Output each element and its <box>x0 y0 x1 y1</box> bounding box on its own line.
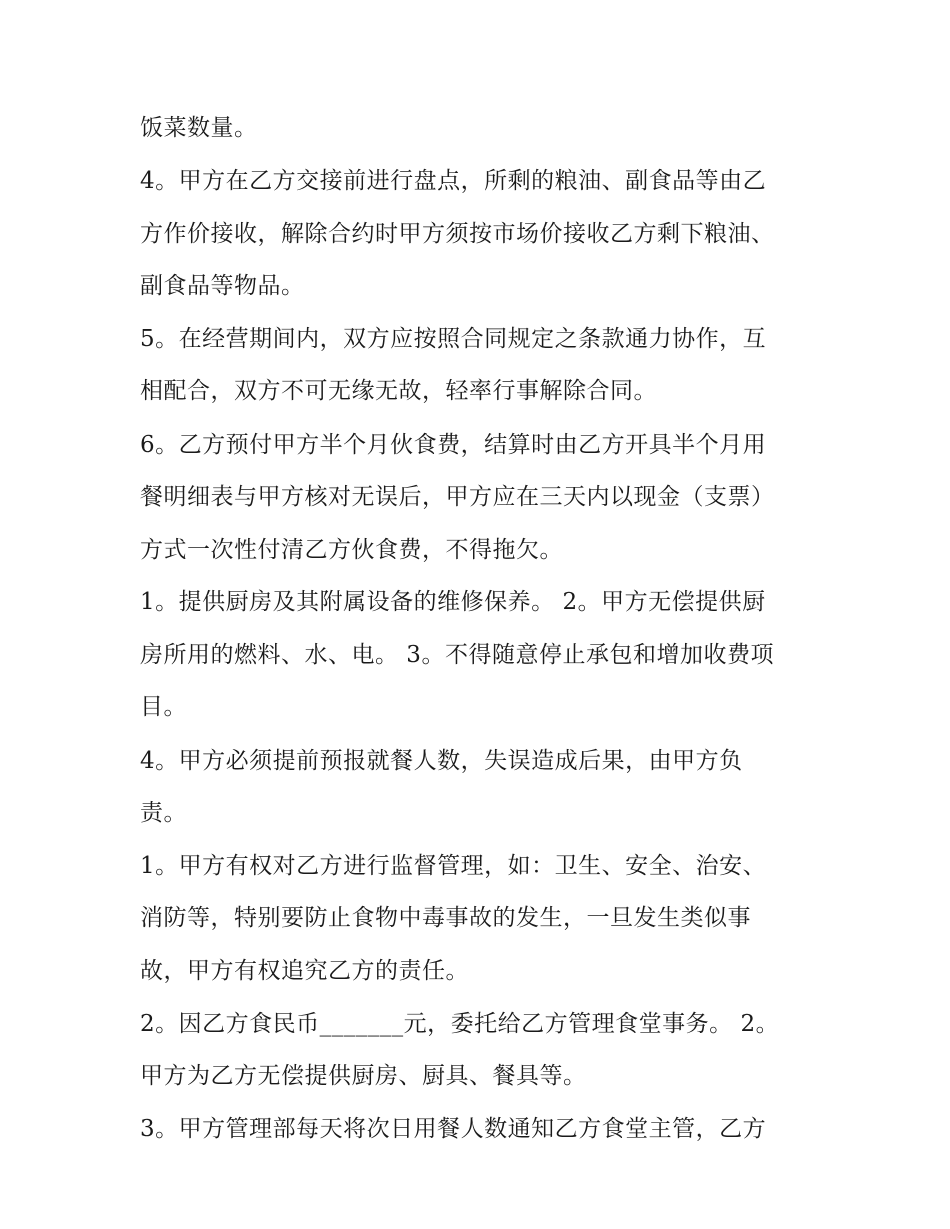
text-line: 责。 <box>140 800 187 826</box>
text-line: 饭菜数量。 <box>140 115 258 141</box>
text-line: 甲方为乙方无偿提供厨房、厨具、餐具等。 <box>140 1063 587 1089</box>
text-line: 故，甲方有权追究乙方的责任。 <box>140 958 469 984</box>
text-line: 方作价接收，解除合约时甲方须按市场价接收乙方剩下粮油、 <box>140 221 775 247</box>
text-line: 1。提供厨房及其附属设备的维修保养。 2。甲方无偿提供厨 <box>140 589 766 615</box>
text-line: 1。甲方有权对乙方进行监督管理，如：卫生、安全、治安、 <box>140 853 767 879</box>
text-line: 目。 <box>140 694 187 720</box>
text-line: 副食品等物品。 <box>140 273 305 299</box>
text-line: 相配合，双方不可无缘无故，轻率行事解除合同。 <box>140 378 657 404</box>
text-line: 4。甲方在乙方交接前进行盘点，所剩的粮油、副食品等由乙 <box>140 168 767 194</box>
text-line: 方式一次性付清乙方伙食费，不得拖欠。 <box>140 537 563 563</box>
text-line: 4。甲方必须提前预报就餐人数，失误造成后果，由甲方负 <box>140 748 743 774</box>
text-line: 2。因乙方食民币_______元，委托给乙方管理食堂事务。 2。 <box>140 1011 780 1037</box>
text-line: 6。乙方预付甲方半个月伙食费，结算时由乙方开具半个月用 <box>140 432 767 458</box>
text-line: 5。在经营期间内，双方应按照合同规定之条款通力协作，互 <box>140 326 767 352</box>
text-line: 3。甲方管理部每天将次日用餐人数通知乙方食堂主管，乙方 <box>140 1116 767 1142</box>
text-line: 房所用的燃料、水、电。 3。不得随意停止承包和增加收费项 <box>140 642 774 668</box>
text-line: 消防等，特别要防止食物中毒事故的发生，一旦发生类似事 <box>140 905 751 931</box>
text-line: 餐明细表与甲方核对无误后，甲方应在三天内以现金（支票） <box>140 484 775 510</box>
